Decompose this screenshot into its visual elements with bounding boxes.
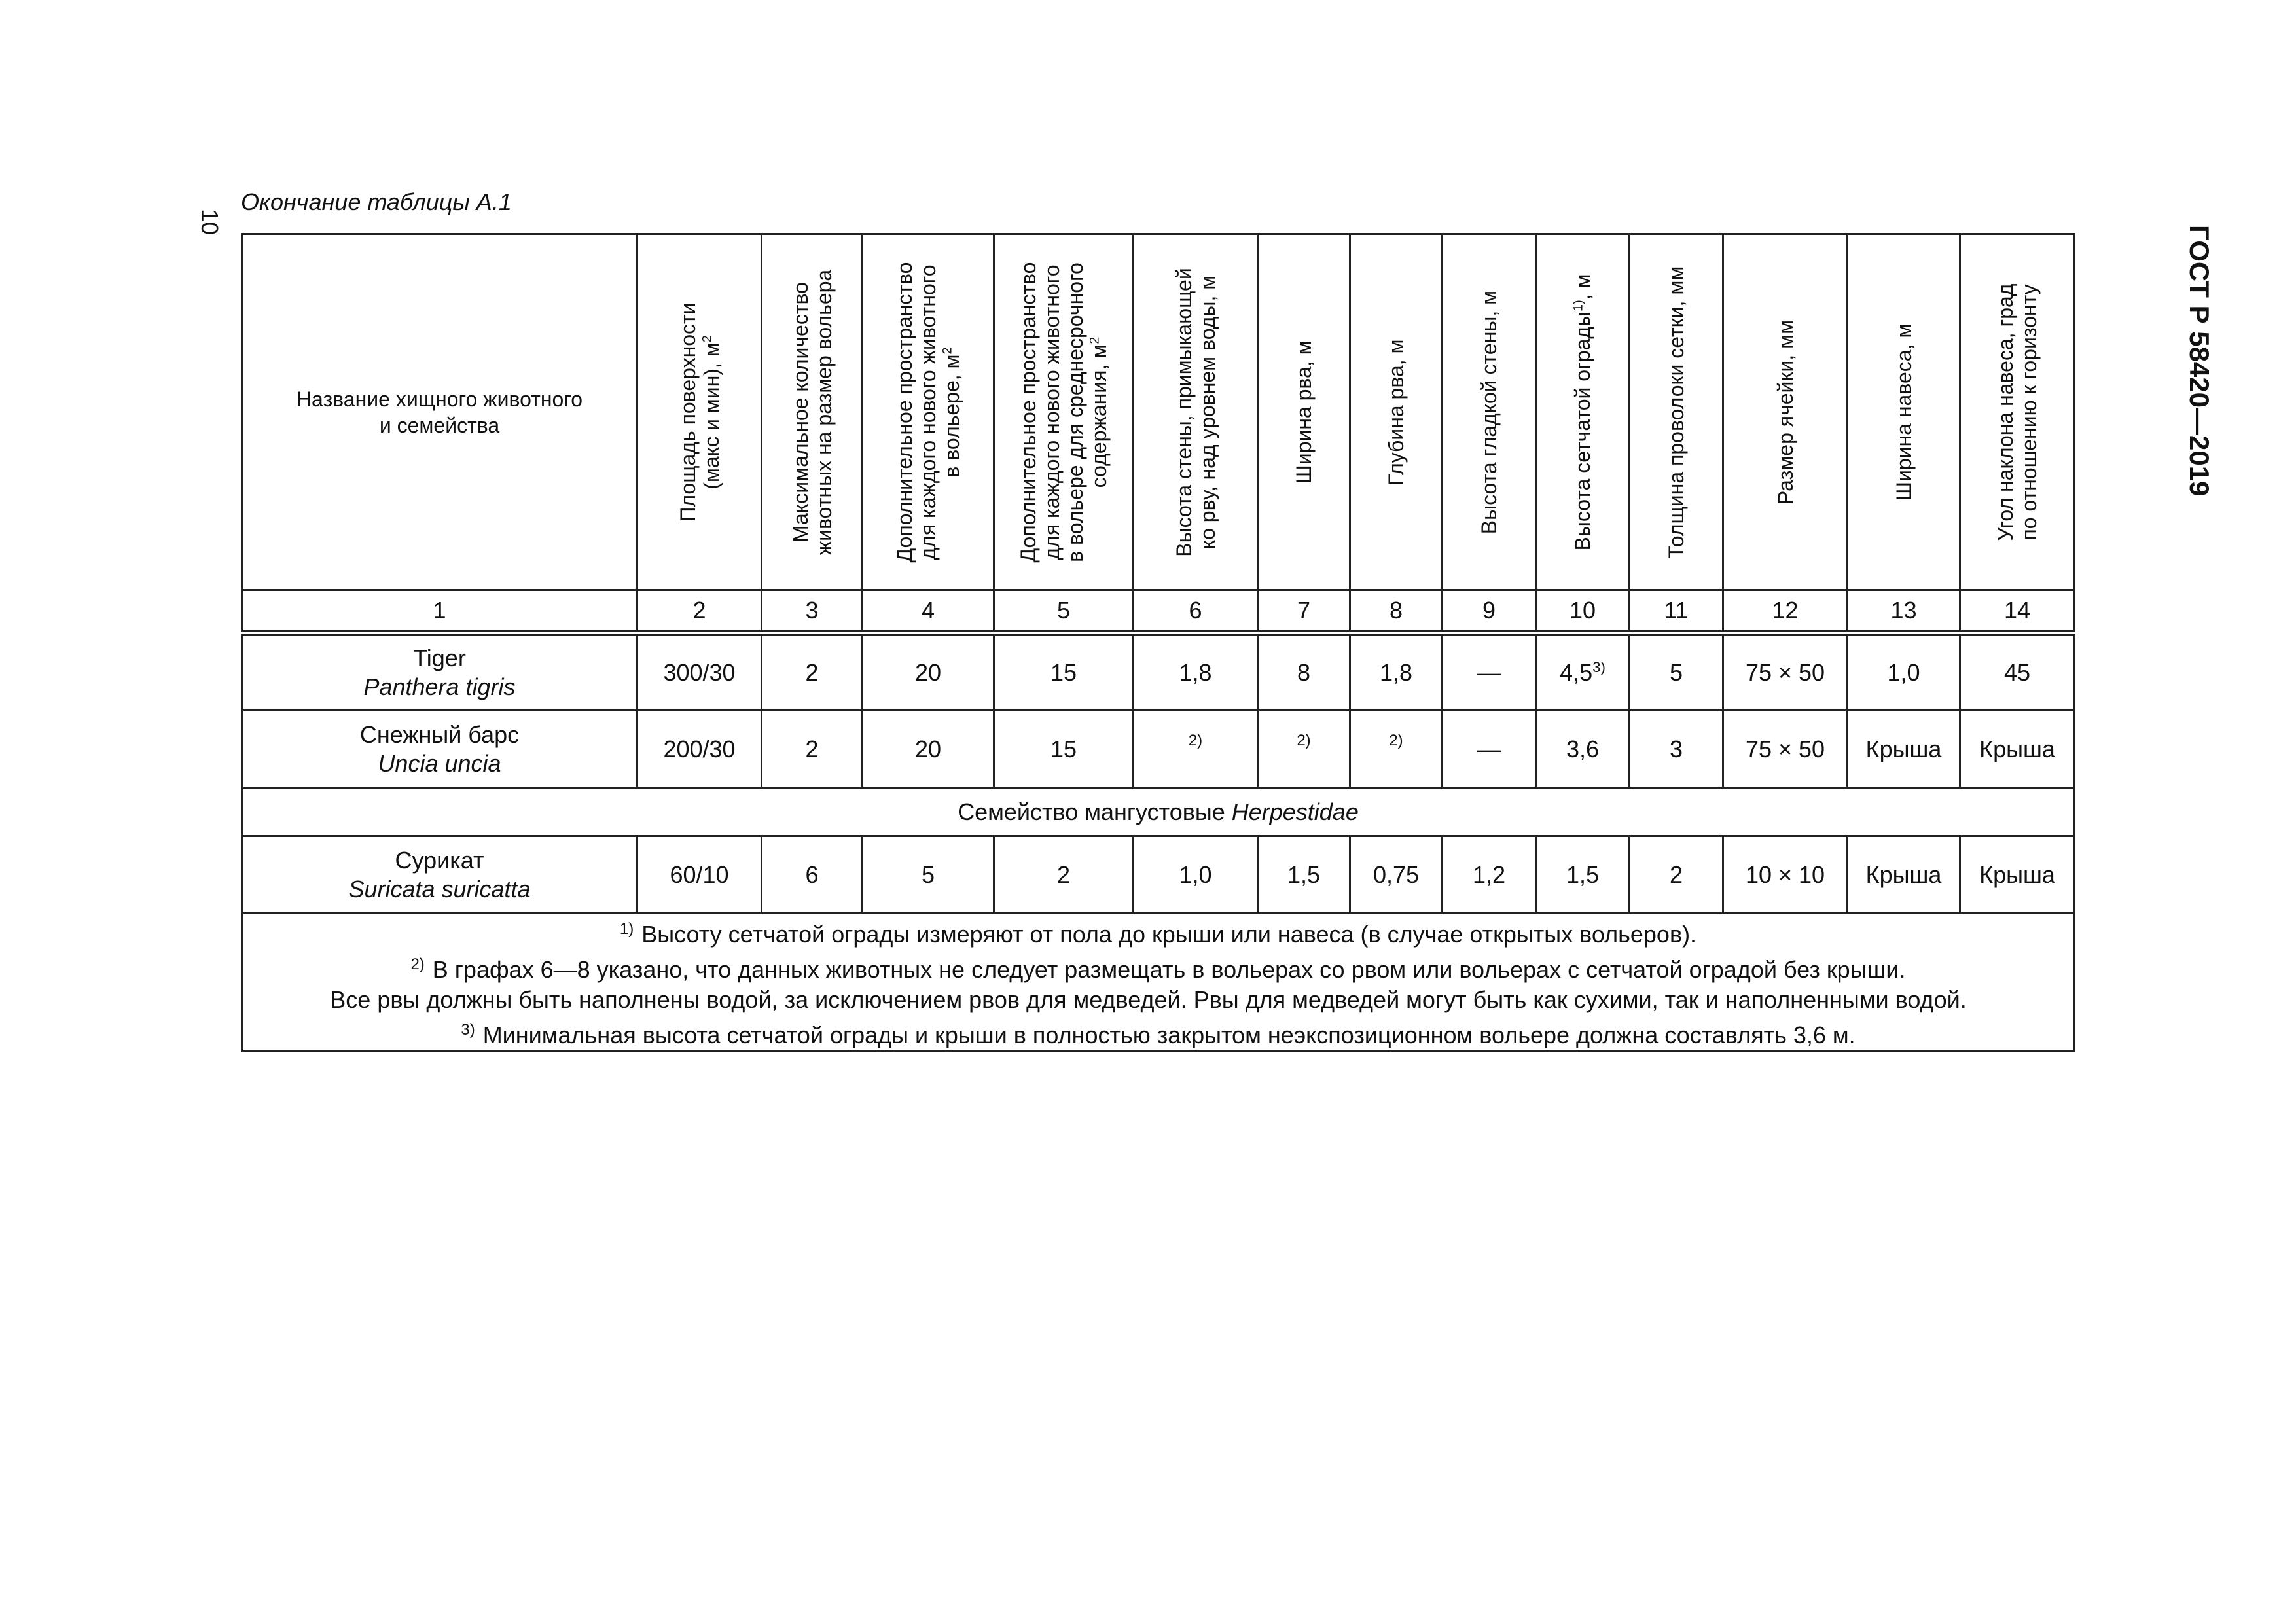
table-cell: 2 <box>762 711 863 788</box>
table-cell: 10 × 10 <box>1723 836 1848 914</box>
table-cell: 0,75 <box>1350 836 1443 914</box>
column-number: 7 <box>1258 590 1350 633</box>
table-cell: 6 <box>762 836 863 914</box>
column-number: 4 <box>863 590 994 633</box>
table-cell: — <box>1443 633 1536 711</box>
header-smooth-wall-text: Высота гладкой стены, м <box>1477 290 1501 534</box>
family-latin-name: Herpestidae <box>1231 798 1359 825</box>
table-cell: 8 <box>1258 633 1350 711</box>
header-max-animals <box>762 234 863 590</box>
table-row-meerkat <box>242 836 2075 914</box>
footnote-2-continued <box>223 985 2073 1015</box>
table-cell: 1,0 <box>1134 836 1258 914</box>
footnote-mark: 2) <box>410 955 425 973</box>
table-cell: 75 × 50 <box>1723 633 1848 711</box>
table-cell: Крыша <box>1848 836 1960 914</box>
header-extra-space-medium-text: Дополнительное пространство для каждого нового животного в вольере для среднесрочного содержания, м <box>1016 262 1111 562</box>
page-number: 10 <box>196 208 223 236</box>
header-fence-height <box>1536 234 1630 590</box>
animal-name: Tiger <box>413 645 466 671</box>
header-row <box>242 234 2075 590</box>
document-code: ГОСТ Р 58420—2019 <box>2184 225 2215 497</box>
table-cell: 3,6 <box>1536 711 1630 788</box>
footnote-ref: 2) <box>1389 731 1403 749</box>
table-cell: Крыша <box>1960 836 2075 914</box>
animal-name-cell <box>242 836 637 914</box>
column-number-row <box>242 590 2075 633</box>
table-cell: 1,0 <box>1848 633 1960 711</box>
table-cell <box>1350 711 1443 788</box>
column-number: 1 <box>242 590 637 633</box>
header-fence-height-text: Высота сетчатой ограды <box>1571 311 1594 550</box>
column-number: 9 <box>1443 590 1536 633</box>
animal-name-cell <box>242 711 637 788</box>
header-mesh-size <box>1723 234 1848 590</box>
table-cell: 20 <box>863 633 994 711</box>
header-fence-height-unit: , м <box>1571 274 1594 300</box>
table-cell: Крыша <box>1848 711 1960 788</box>
table-cell: 15 <box>994 633 1134 711</box>
header-moat-width <box>1258 234 1350 590</box>
header-canopy-width-text: Ширина навеса, м <box>1892 323 1916 501</box>
table-cell: 3 <box>1630 711 1723 788</box>
footnote-text: Минимальная высота сетчатой ограды и крыши в полностью закрытом неэкспозиционном вольере должна составлять 3,6 м. <box>482 1022 1856 1048</box>
column-number: 6 <box>1134 590 1258 633</box>
header-surface-area <box>637 234 762 590</box>
column-number: 13 <box>1848 590 1960 633</box>
table-cell: 15 <box>994 711 1134 788</box>
header-moat-width-text: Ширина рва, м <box>1292 340 1316 484</box>
animal-latin-name: Uncia uncia <box>378 749 501 777</box>
table-cell: 20 <box>863 711 994 788</box>
header-max-animals-text: Максимальное количество животных на размер вольера <box>788 269 836 555</box>
footnote-mark: 3) <box>461 1021 475 1039</box>
table-cell: 300/30 <box>637 633 762 711</box>
footnote-text: Все рвы должны быть наполнены водой, за исключением рвов для медведей. Рвы для медведей могут быть как сухими, так и наполненными водой. <box>330 986 1967 1013</box>
table-cell: 5 <box>863 836 994 914</box>
table-cell: 60/10 <box>637 836 762 914</box>
table-cell: 1,2 <box>1443 836 1536 914</box>
sup-1: 1) <box>1571 299 1586 312</box>
animal-name: Сурикат <box>395 846 484 874</box>
header-wire-thickness-text: Толщина проволоки сетки, мм <box>1664 266 1688 558</box>
column-number: 2 <box>637 590 762 633</box>
footnote-1 <box>243 914 2073 950</box>
table-cell <box>1536 633 1630 711</box>
table-cell: 1,5 <box>1258 836 1350 914</box>
table-cell: 45 <box>1960 633 2075 711</box>
table-cell: 2 <box>1630 836 1723 914</box>
header-smooth-wall <box>1443 234 1536 590</box>
header-surface-area-text: Площадь поверхности (макс и мин), м <box>675 302 723 522</box>
column-number: 10 <box>1536 590 1630 633</box>
column-number: 14 <box>1960 590 2075 633</box>
table-cell: 1,8 <box>1134 633 1258 711</box>
column-number: 8 <box>1350 590 1443 633</box>
header-wall-height-text: Высота стены, примыкающей ко рву, над уровнем воды, м <box>1172 267 1219 557</box>
footnote-3 <box>243 1015 2073 1050</box>
sup-2: 2 <box>1087 336 1102 344</box>
animal-latin-name: Suricata suricatta <box>348 875 531 902</box>
table-cell: 2 <box>994 836 1134 914</box>
header-name <box>242 234 637 590</box>
table-cell <box>1134 711 1258 788</box>
header-extra-space <box>863 234 994 590</box>
header-canopy-width <box>1848 234 1960 590</box>
header-moat-depth <box>1350 234 1443 590</box>
header-canopy-angle <box>1960 234 2075 590</box>
table-cell: 75 × 50 <box>1723 711 1848 788</box>
enclosure-table <box>241 233 2075 1052</box>
table-cell: — <box>1443 711 1536 788</box>
column-number: 12 <box>1723 590 1848 633</box>
header-mesh-size-text: Размер ячейки, мм <box>1773 319 1797 505</box>
footnote-ref: 2) <box>1188 731 1203 749</box>
header-extra-space-text: Дополнительное пространство для каждого нового животного в вольере, м <box>893 262 963 562</box>
header-moat-depth-text: Глубина рва, м <box>1384 338 1408 486</box>
header-wall-height <box>1134 234 1258 590</box>
table-cell: 200/30 <box>637 711 762 788</box>
table-cell: 1,5 <box>1536 836 1630 914</box>
animal-name-cell <box>242 633 637 711</box>
table-cell: 5 <box>1630 633 1723 711</box>
footnote-ref: 2) <box>1297 731 1311 749</box>
header-name-text: Название хищного животного и семейства <box>296 387 583 437</box>
sup-2: 2 <box>699 334 714 342</box>
table-cell: 2 <box>762 633 863 711</box>
family-name: Семейство мангустовые <box>958 798 1232 825</box>
animal-latin-name: Panthera tigris <box>363 673 516 700</box>
column-number: 11 <box>1630 590 1723 633</box>
header-wire-thickness <box>1630 234 1723 590</box>
table-caption: Окончание таблицы А.1 <box>241 188 512 215</box>
family-row <box>242 788 2075 836</box>
table-cell <box>1258 711 1350 788</box>
footnote-2 <box>243 950 2073 985</box>
table-cell: 1,8 <box>1350 633 1443 711</box>
footnotes-row <box>242 914 2075 1052</box>
footnote-text: В графах 6—8 указано, что данных животных не следует размещать в вольерах со рвом или вольерах с сетчатой оградой без крыши. <box>432 956 1906 983</box>
footnote-text: Высоту сетчатой ограды измеряют от пола до крыши или навеса (в случае открытых вольеров). <box>641 921 1697 948</box>
sup-2: 2 <box>940 346 955 354</box>
header-canopy-angle-text: Угол наклона навеса, град по отношению к горизонту <box>1994 283 2041 541</box>
column-number: 5 <box>994 590 1134 633</box>
footnote-ref: 3) <box>1592 659 1605 675</box>
cell-value: 4,5 <box>1560 659 1593 686</box>
table-row-snow-leopard <box>242 711 2075 788</box>
column-number: 3 <box>762 590 863 633</box>
footnote-mark: 1) <box>619 920 634 938</box>
header-extra-space-medium <box>994 234 1134 590</box>
family-cell <box>242 788 2075 836</box>
animal-name: Снежный барс <box>359 721 520 748</box>
table-cell: Крыша <box>1960 711 2075 788</box>
footnotes-cell <box>242 914 2075 1052</box>
table-row-tiger <box>242 633 2075 711</box>
